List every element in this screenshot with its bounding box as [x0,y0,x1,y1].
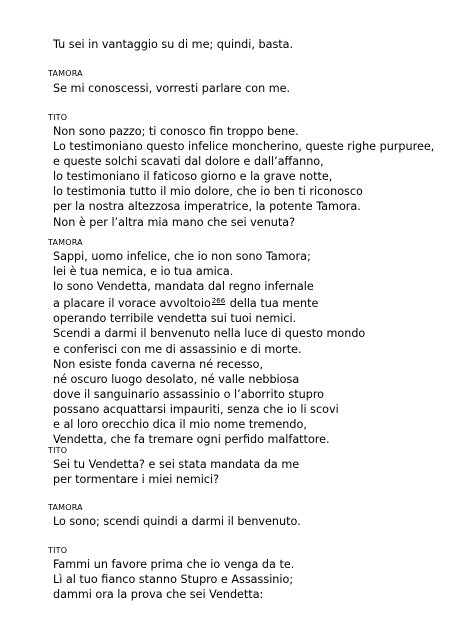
verse-line: Non esiste fonda caverna né recesso, [53,357,263,371]
verse-line: Se mi conoscessi, vorresti parlare con me. [53,82,291,95]
speech-block [53,557,294,602]
verse-line: Lì al tuo fianco stanno Stupro e Assassinio; [53,573,294,587]
verse-line: lo testimoniano il faticoso giorno e la grave notte, [53,170,333,184]
verse-line: dammi ora la prova che sei Vendetta: [53,588,264,602]
verse-line: Sappi, uomo infelice, che io non sono Tamora; [53,250,311,263]
verse-line-text: della tua mente [226,297,319,311]
verse-line: Non sono pazzo; ti conosco fin troppo bene. [53,125,299,138]
verse-line: lei è tua nemica, e io tua amica. [53,265,234,279]
verse-line: Non è per l’altra mia mano che sei venuta? [53,215,296,229]
verse-line [53,294,365,311]
verse-line: né oscuro luogo desolato, né valle nebbiosa [53,372,300,386]
verse-line: e conferisci con me di assassinio e di morte. [53,342,302,356]
verse-line: Tu sei in vantaggio su di me; quindi, basta. [53,38,294,51]
verse-line: e al loro orecchio dica il mio nome tremendo, [53,418,307,432]
verse-line: Lo testimoniano questo infelice moncherino, queste righe purpuree, [53,140,435,154]
verse-line: per la nostra altezzosa imperatrice, la potente Tamora. [53,200,361,214]
verse-line: Sei tu Vendetta? e sei stata mandata da me [53,458,300,471]
verse-line: e queste solchi scavati dal dolore e dall’affanno, [53,155,324,169]
verse-line: possano acquattarsi impauriti, senza che io li scovi [53,402,339,416]
verse-line: operando terribile vendetta sui tuoi nemici. [53,312,297,326]
speaker-name: TAMORA [48,238,83,247]
speech-block [53,124,434,230]
speech-block [53,514,301,529]
verse-line: Io sono Vendetta, mandata dal regno infernale [53,280,314,294]
speaker-name: TITO [48,546,68,555]
verse-line-text: a placare il vorace avvoltoio [53,297,211,311]
verse-line: Vendetta, che fa tremare ogni perfido malfattore. [53,433,330,447]
verse-line: Lo sono; scendi quindi a darmi il benvenuto. [53,515,301,528]
footnote-link[interactable]: 266 [211,297,226,306]
speech-block [53,249,365,447]
verse-line: per tormentare i miei nemici? [53,473,220,487]
speech-block [53,37,293,52]
verse-line: dove il sanguinario assassinio o l’aborrito stupro [53,387,325,401]
speaker-name: TAMORA [48,69,83,78]
verse-line: Scendi a darmi il benvenuto nella luce di questo mondo [53,327,366,341]
speech-block [53,81,290,96]
speech-block [53,457,299,487]
verse-line: lo testimonia tutto il mio dolore, che io ben ti riconosco [53,185,363,199]
verse-line: Fammi un favore prima che io venga da te. [53,558,295,571]
speaker-name: TITO [48,446,68,455]
speaker-name: TAMORA [48,503,83,512]
speaker-name: TITO [48,113,68,122]
